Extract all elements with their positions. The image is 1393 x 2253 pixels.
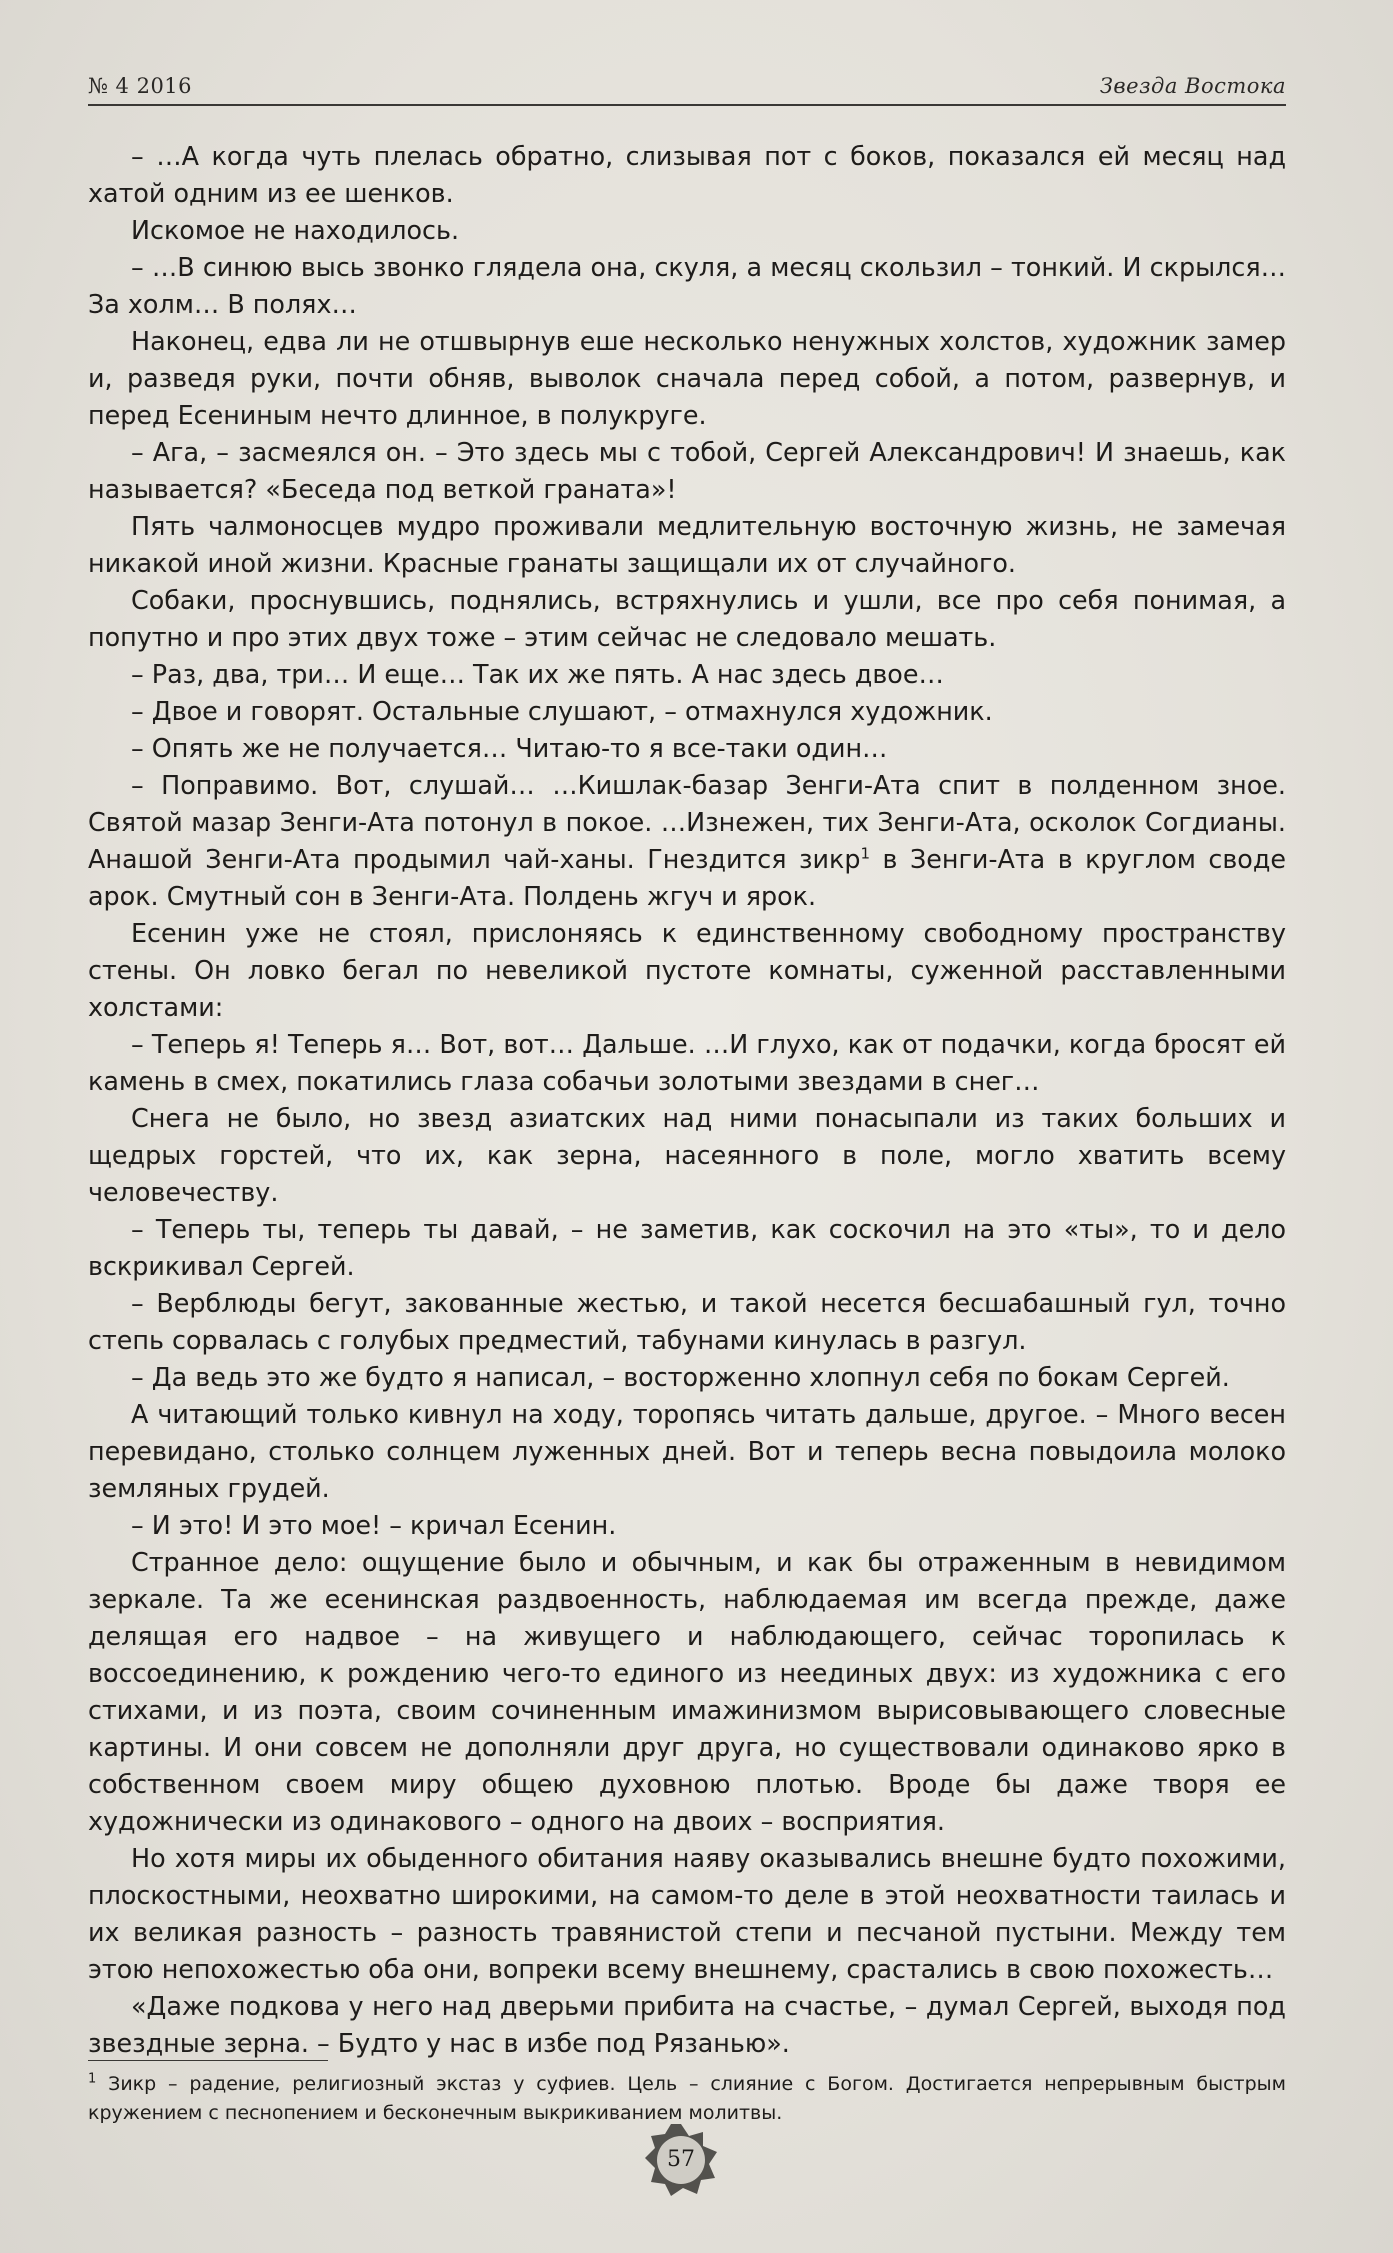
body-text bbox=[88, 138, 1286, 2062]
paragraph: – Да ведь это же будто я написал, – восторженно хлопнул себя по бокам Сергей. bbox=[131, 1362, 1230, 1392]
paragraph: Странное дело: ощущение было и обычным, и как бы отраженным в невидимом зеркале. Та же есенинская раздвоенность, наблюдаемая им всегда прежде, даже делящая его надвое – на живущего и наблюдающего, сейчас торопилась к воссоединению, к рождению чего-то единого из неединых двух: из художника с его стихами, и из поэта, своим сочиненным имажинизмом вырисовывающего словесные картины. И они совсем не дополняли друг друга, но существовали одинаково ярко в собственном своем миру общею духовною плотью. Вроде бы даже творя ее художнически из одинакового – одного на двоих – восприятия. bbox=[88, 1547, 1286, 1836]
paragraph: – Двое и говорят. Остальные слушают, – отмахнулся художник. bbox=[131, 696, 993, 726]
header-rule bbox=[88, 104, 1286, 106]
paragraph-part: в Зенги-Ата в круглом своде арок. Смутный сон в Зенги-Ата. Полдень жгуч и ярок. bbox=[88, 844, 1287, 911]
paragraph: – Верблюды бегут, закованные жестью, и такой несется бесшабашный гул, точно степь сорвалась с голубых предместий, табунами кинулась в разгул. bbox=[88, 1288, 1286, 1355]
footnote-marker: 1 bbox=[88, 2071, 97, 2087]
paragraph: Пять чалмоносцев мудро проживали медлительную восточную жизнь, не замечая никакой иной жизни. Красные гранаты защищали их от случайного. bbox=[88, 511, 1286, 578]
footnote-reference[interactable]: 1 bbox=[860, 844, 871, 863]
paragraph: – И это! И это мое! – кричал Есенин. bbox=[131, 1510, 617, 1540]
issue-number: № 4 2016 bbox=[88, 74, 193, 98]
paragraph: Искомое не находилось. bbox=[131, 215, 460, 245]
paragraph: – Теперь ты, теперь ты давай, – не заметив, как соскочил на это «ты», то и дело вскрикивал Сергей. bbox=[88, 1214, 1286, 1281]
page-number-badge bbox=[643, 2122, 719, 2198]
paragraph: – Ага, – засмеялся он. – Это здесь мы с тобой, Сергей Александрович! И знаешь, как называется? «Беседа под веткой граната»! bbox=[88, 437, 1286, 504]
paragraph: Снега не было, но звезд азиатских над ними понасыпали из таких больших и щедрых горстей, что их, как зерна, насеянного в поле, могло хватить всему человечеству. bbox=[88, 1103, 1286, 1207]
footnote bbox=[88, 2070, 1286, 2128]
paragraph: Есенин уже не стоял, прислоняясь к единственному свободному пространству стены. Он ловко бегал по невеликой пустоте комнаты, суженной расставленными холстами: bbox=[88, 918, 1286, 1022]
page-number: 57 bbox=[667, 2147, 695, 2172]
paragraph-part: – Поправимо. Вот, слушай… …Кишлак-базар Зенги-Ата спит в полденном зное. Святой мазар Зенги-Ата потонул в покое. …Изнежен, тих Зенги-Ата, осколок Согдианы. Анашой Зенги-Ата продымил чай-ханы. Гнездится зикр bbox=[88, 770, 1286, 874]
footnote-text: Зикр – радение, религиозный экстаз у суфиев. Цель – слияние с Богом. Достигается непрерывным быстрым кружением с песнопением и бесконечным выкрикиванием молитвы. bbox=[88, 2073, 1286, 2124]
paragraph: А читающий только кивнул на ходу, торопясь читать дальше, другое. – Много весен перевидано, столько солнцем луженных дней. Вот и теперь весна повыдоила молоко земляных грудей. bbox=[88, 1399, 1286, 1503]
paragraph: Наконец, едва ли не отшвырнув еше несколько ненужных холстов, художник замер и, разведя руки, почти обняв, выволок сначала перед собой, а потом, развернув, и перед Есениным нечто длинное, в полукруге. bbox=[88, 326, 1286, 430]
paragraph: Но хотя миры их обыденного обитания наяву оказывались внешне будто похожими, плоскостными, неохватно широкими, на самом-то деле в этой неохватности таилась и их великая разность – разность травянистой степи и песчаной пустыни. Между тем этою непохожестью оба они, вопреки всему внешнему, срастались в свою похожесть… bbox=[88, 1843, 1286, 1984]
running-header bbox=[88, 68, 1286, 102]
journal-title: Звезда Востока bbox=[1099, 74, 1286, 98]
paragraph-with-footnote bbox=[88, 767, 1286, 915]
paragraph: Собаки, проснувшись, поднялись, встряхнулись и ушли, все про себя понимая, а попутно и про этих двух тоже – этим сейчас не следовало мешать. bbox=[88, 585, 1286, 652]
footnote-divider bbox=[88, 2060, 328, 2061]
paragraph: – Раз, два, три… И еще… Так их же пять. А нас здесь двое… bbox=[131, 659, 944, 689]
paragraph: – …А когда чуть плелась обратно, слизывая пот с боков, показался ей месяц над хатой одним из ее шенков. bbox=[88, 141, 1286, 208]
paragraph: – …В синюю высь звонко глядела она, скуля, а месяц скользил – тонкий. И скрылся… За холм… В полях… bbox=[88, 252, 1286, 319]
paragraph: «Даже подкова у него над дверьми прибита на счастье, – думал Сергей, выходя под звездные зерна. – Будто у нас в избе под Рязанью». bbox=[88, 1991, 1286, 2058]
paragraph: – Теперь я! Теперь я… Вот, вот… Дальше. …И глухо, как от подачки, когда бросят ей камень в смех, покатились глаза собачьи золотыми звездами в снег… bbox=[88, 1029, 1286, 1096]
paragraph: – Опять же не получается… Читаю-то я все-таки один… bbox=[131, 733, 888, 763]
